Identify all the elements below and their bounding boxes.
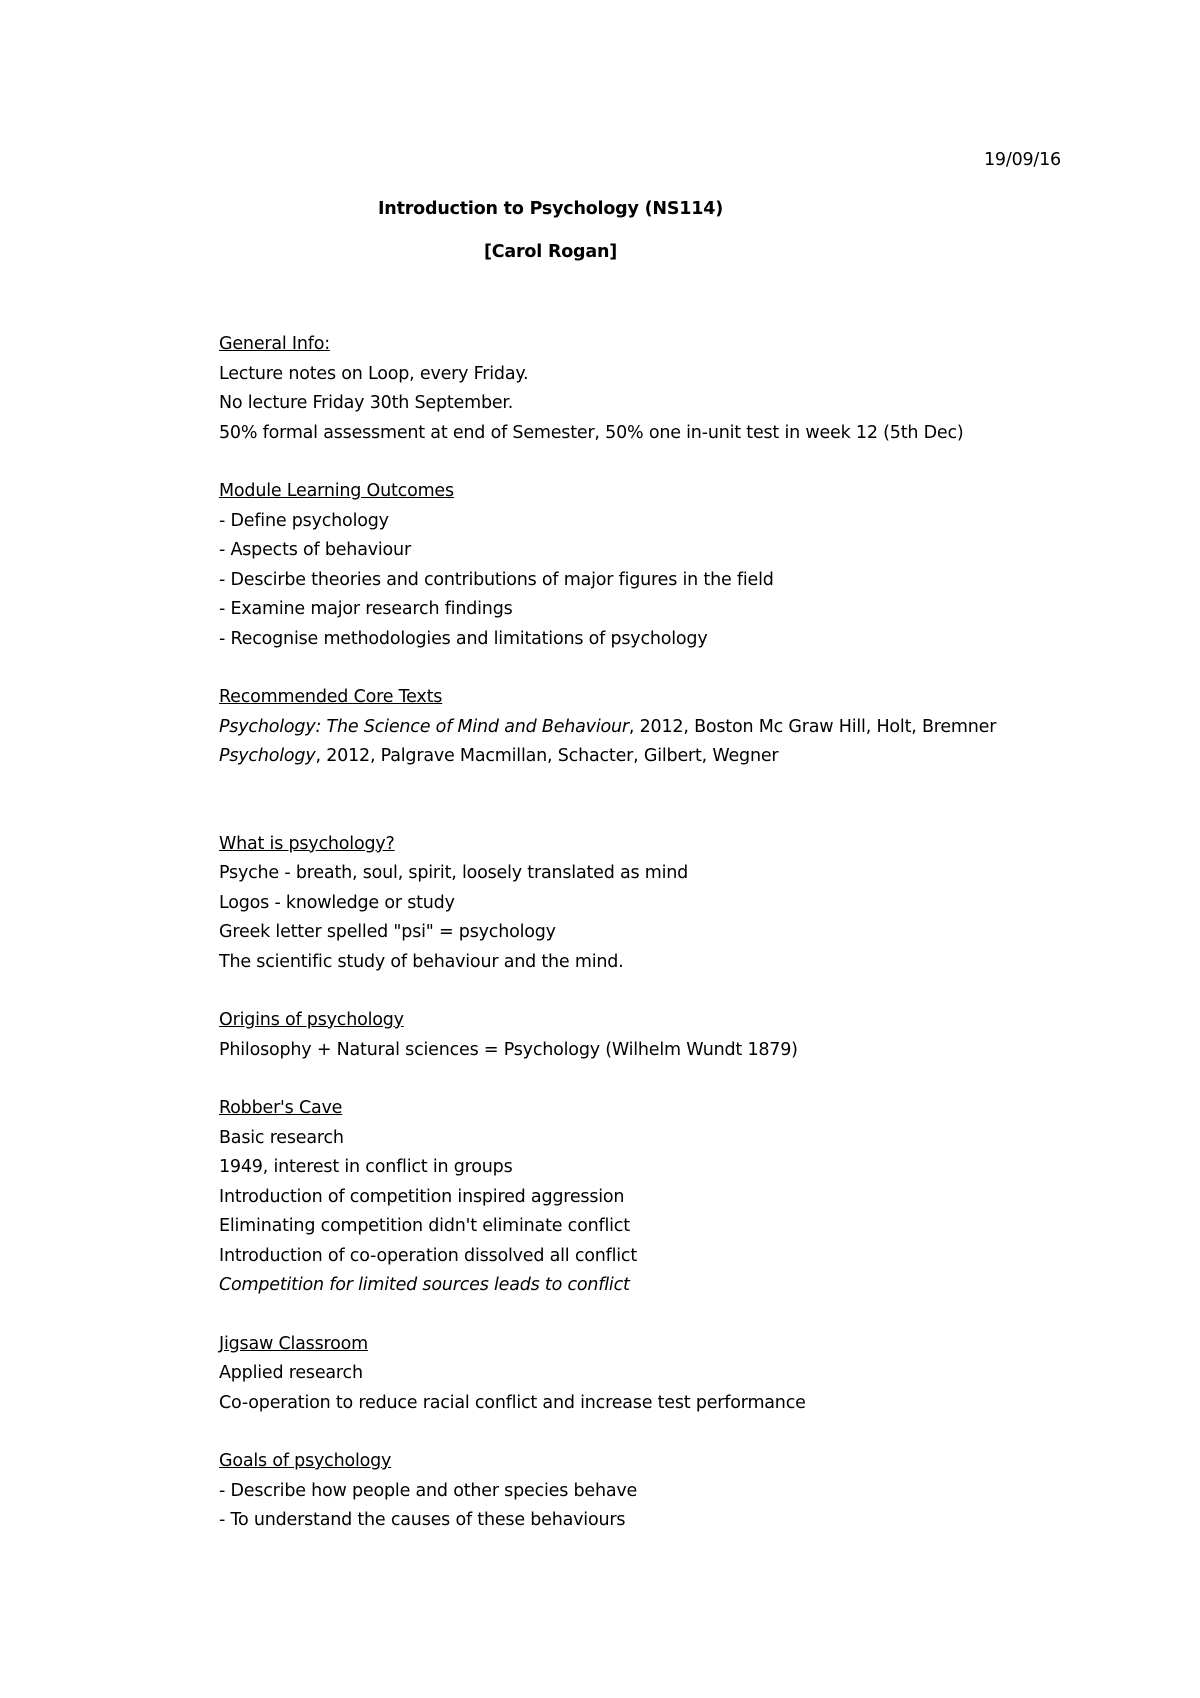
section-what-is-psychology: [219, 830, 1119, 978]
section-learning-outcomes: [219, 477, 1119, 654]
list-item: No lecture Friday 30th September.: [219, 393, 514, 413]
section-heading: Origins of psychology: [219, 1010, 404, 1030]
list-item: Introduction of co-operation dissolved all conflict: [219, 1245, 638, 1266]
book-title: Psychology: [219, 746, 316, 766]
section-robbers-cave: [219, 1094, 1119, 1301]
list-item: - Recognise methodologies and limitations of psychology: [219, 628, 708, 649]
list-item: 1949, interest in conflict in groups: [219, 1157, 513, 1177]
book-details: , 2012, Boston Mc Graw Hill, Holt, Bremner: [628, 716, 997, 737]
list-item: - Descirbe theories and contributions of major figures in the field: [219, 569, 774, 590]
section-jigsaw-classroom: [219, 1330, 1119, 1419]
section-origins: [219, 1006, 1119, 1065]
list-item: Philosophy + Natural sciences = Psychology (Wilhelm Wundt 1879): [219, 1039, 798, 1060]
list-item: Greek letter spelled "psi" = psychology: [219, 922, 556, 942]
book-title: Psychology: The Science of Mind and Behaviour: [219, 716, 629, 737]
list-item: Introduction of competition inspired aggression: [219, 1186, 625, 1207]
section-goals: [219, 1447, 1119, 1536]
section-heading: Jigsaw Classroom: [219, 1333, 368, 1354]
list-item: Psyche - breath, soul, spirit, loosely translated as mind: [219, 863, 689, 883]
section-general-info: [219, 330, 1119, 448]
document-body: [219, 330, 1119, 1565]
list-item: - Define psychology: [219, 510, 389, 531]
document-date: 19/09/16: [984, 150, 1061, 170]
section-heading: Recommended Core Texts: [219, 687, 443, 707]
book-details: , 2012, Palgrave Macmillan, Schacter, Gilbert, Wegner: [315, 746, 779, 766]
list-item: - Describe how people and other species behave: [219, 1480, 638, 1501]
list-item: Co-operation to reduce racial conflict and increase test performance: [219, 1392, 806, 1413]
conclusion-text: Competition for limited sources leads to conflict: [219, 1275, 630, 1295]
list-item: 50% formal assessment at end of Semester, 50% one in-unit test in week 12 (5th Dec): [219, 422, 964, 443]
document-title: Introduction to Psychology (NS114): [378, 199, 723, 219]
list-item: - Examine major research findings: [219, 599, 513, 619]
list-item: Basic research: [219, 1127, 344, 1148]
list-item: Eliminating competition didn't eliminate conflict: [219, 1216, 630, 1236]
list-item: The scientific study of behaviour and the mind.: [219, 951, 624, 972]
core-text-item: [219, 742, 1119, 772]
section-heading: What is psychology?: [219, 833, 395, 854]
section-heading: Module Learning Outcomes: [219, 481, 454, 501]
list-item: - To understand the causes of these behaviours: [219, 1510, 626, 1530]
list-item: - Aspects of behaviour: [219, 540, 411, 560]
list-item: Applied research: [219, 1363, 363, 1383]
section-heading: General Info:: [219, 334, 330, 354]
core-text-item: [219, 713, 1119, 743]
list-item: Lecture notes on Loop, every Friday.: [219, 363, 529, 384]
section-core-texts: [219, 683, 1119, 772]
list-item: Logos - knowledge or study: [219, 892, 455, 913]
section-heading: Goals of psychology: [219, 1451, 392, 1471]
lecturer-name: [Carol Rogan]: [483, 242, 618, 262]
section-heading: Robber's Cave: [219, 1098, 343, 1118]
